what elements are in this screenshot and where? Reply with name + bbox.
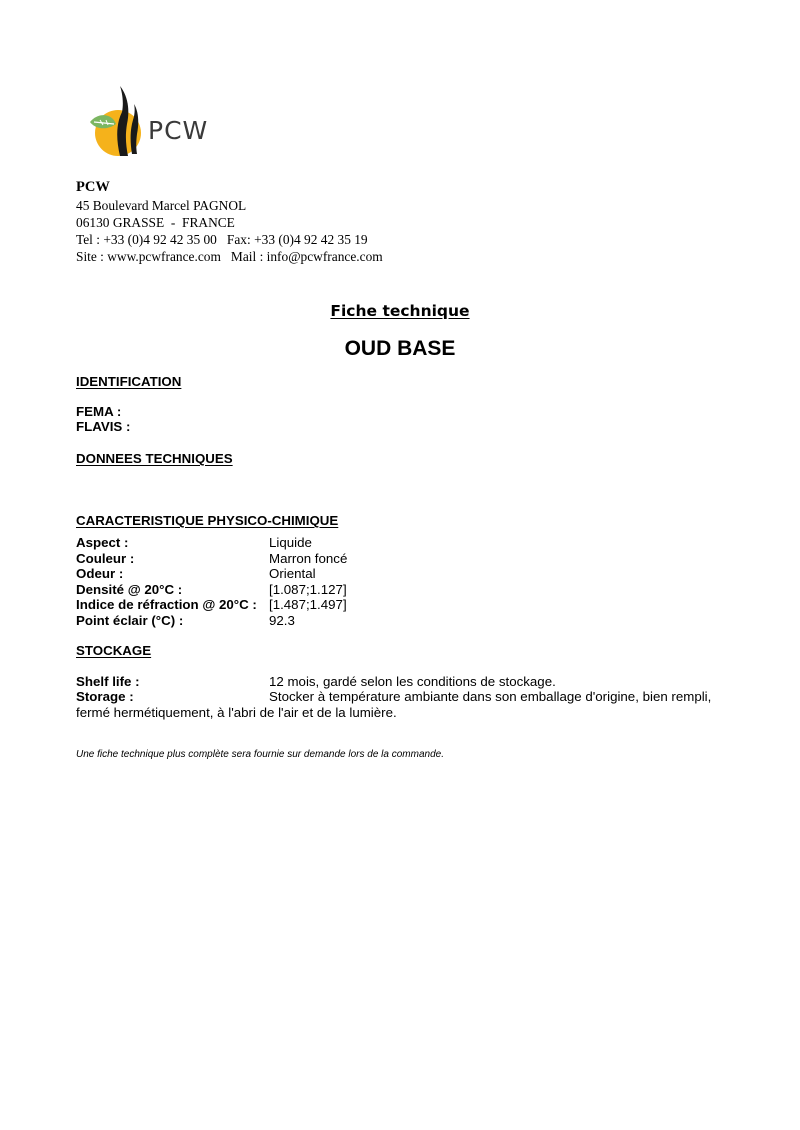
property-value: 92.3	[269, 612, 295, 628]
company-address: 45 Boulevard Marcel PAGNOL	[76, 198, 247, 213]
property-row-densite	[76, 582, 736, 598]
property-value: Oriental	[269, 566, 316, 581]
company-name: PCW	[76, 179, 110, 195]
storage-row	[76, 689, 736, 720]
company-info	[76, 178, 383, 265]
property-value: [1.487;1.497]	[269, 597, 347, 612]
shelf-life-row	[76, 674, 736, 690]
storage-label: Storage :	[76, 689, 134, 704]
footnote: Une fiche technique plus complète sera fournie sur demande lors de la commande.	[76, 749, 444, 760]
property-label: Aspect :	[76, 535, 129, 550]
logo-emblem-icon	[86, 84, 150, 160]
property-label: Point éclair (°C) :	[76, 612, 184, 628]
pcw-logo	[86, 84, 216, 160]
flavis-label: FLAVIS :	[76, 419, 131, 434]
physico-chimique-heading: CARACTERISTIQUE PHYSICO-CHIMIQUE	[76, 513, 339, 528]
property-value: Liquide	[269, 535, 312, 550]
property-row-indice-refraction	[76, 597, 736, 613]
fema-label: FEMA :	[76, 404, 122, 419]
property-row-couleur	[76, 551, 736, 567]
property-label: Couleur :	[76, 550, 135, 566]
property-value: [1.087;1.127]	[269, 581, 347, 597]
logo-wordmark: PCW	[148, 116, 209, 145]
shelf-life-value: 12 mois, gardé selon les conditions de stockage.	[269, 674, 556, 689]
identification-heading: IDENTIFICATION	[76, 374, 182, 389]
shelf-life-label: Shelf life :	[76, 674, 140, 689]
storage-value: Stocker à température ambiante dans son emballage d'origine, bien rempli, fermé hermétiquement, à l'abri de l'air et de la lumière.	[76, 689, 712, 720]
property-label: Odeur :	[76, 566, 124, 581]
product-name: OUD BASE	[344, 337, 456, 360]
company-phone-fax: Tel : +33 (0)4 92 42 35 00 Fax: +33 (0)4 92 42 35 19	[76, 232, 368, 247]
stockage-heading: STOCKAGE	[76, 643, 152, 658]
company-web-mail: Site : www.pcwfrance.com Mail : info@pcwfrance.com	[76, 249, 383, 264]
document-type-title: Fiche technique	[330, 302, 470, 320]
property-label: Indice de réfraction @ 20°C :	[76, 597, 257, 612]
donnees-techniques-heading: DONNEES TECHNIQUES	[76, 451, 233, 466]
property-row-aspect	[76, 535, 736, 551]
property-row-point-eclair	[76, 613, 736, 629]
property-value: Marron foncé	[269, 550, 348, 566]
property-label: Densité @ 20°C :	[76, 581, 183, 597]
property-row-odeur	[76, 566, 736, 582]
company-city: 06130 GRASSE - FRANCE	[76, 215, 235, 230]
